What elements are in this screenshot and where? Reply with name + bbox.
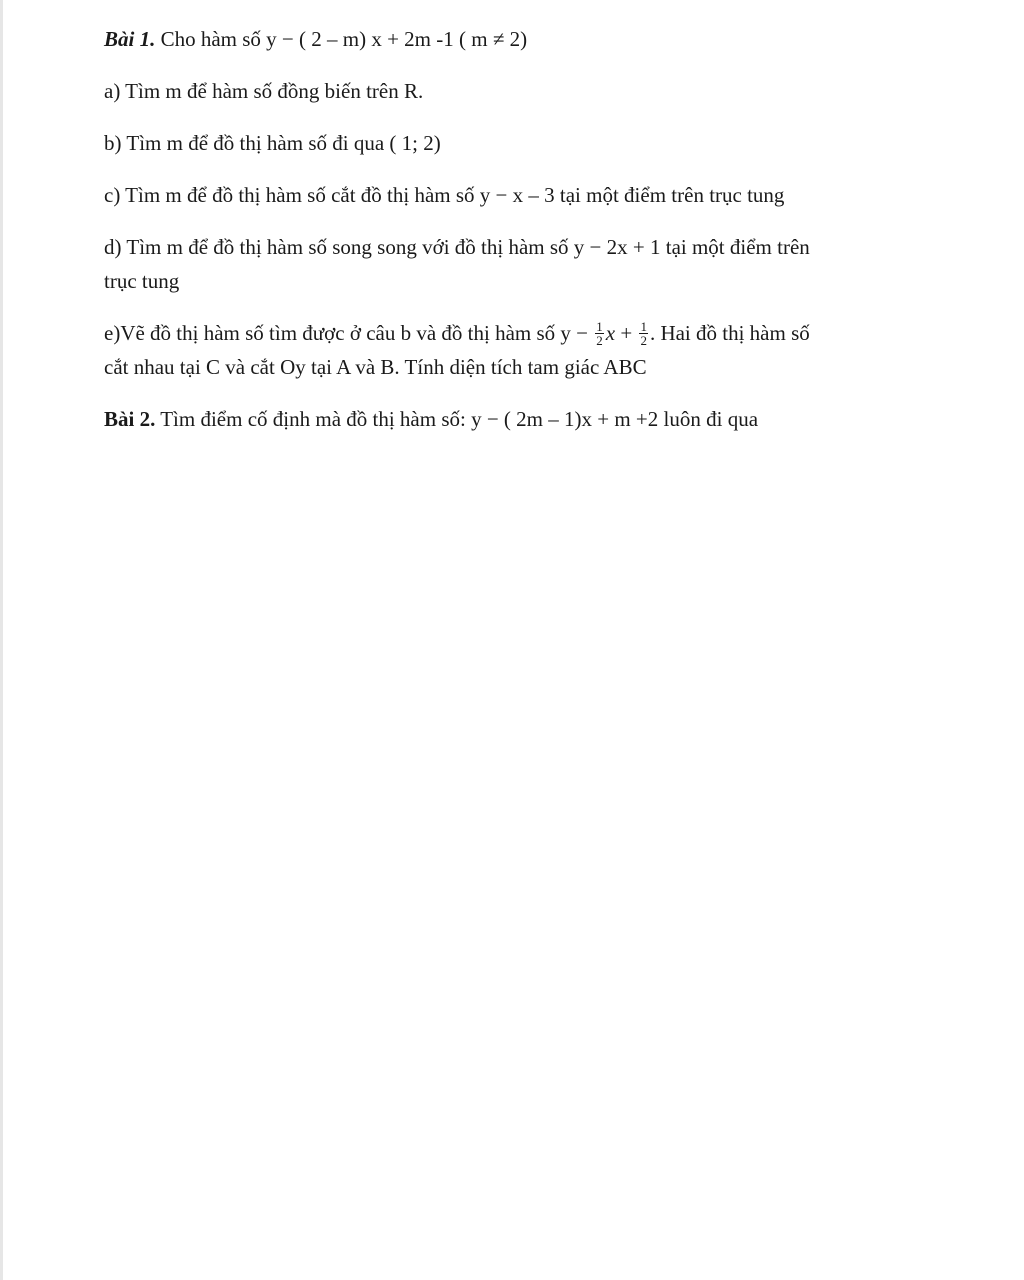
bai1-heading xyxy=(104,22,974,56)
bai1-part-d-line1: d) Tìm m để đồ thị hàm số song song với đồ thị hàm số y − 2x + 1 tại một điểm trên xyxy=(104,235,810,259)
bai1-part-d-line2: trục tung xyxy=(104,269,180,293)
plus-sign: + xyxy=(615,321,638,345)
bai1-part-c: c) Tìm m để đồ thị hàm số cắt đồ thị hàm số y − x – 3 tại một điểm trên trục tung xyxy=(104,183,785,207)
bai1-intro: Cho hàm số y − ( 2 – m) x + 2m -1 ( m ≠ 2) xyxy=(155,27,528,51)
bai1-part-a: a) Tìm m để hàm số đồng biến trên R. xyxy=(104,79,424,103)
bai2-text: Tìm điểm cố định mà đồ thị hàm số: y − ( 2m – 1)x + m +2 luôn đi qua xyxy=(155,407,759,431)
bai2-label: Bài 2. xyxy=(104,407,156,431)
bai1-part-e xyxy=(104,316,974,384)
bai1-part-e-line2: cắt nhau tại C và cắt Oy tại A và B. Tính diện tích tam giác ABC xyxy=(104,355,647,379)
document-content xyxy=(104,22,974,454)
bai1-label: Bài 1. xyxy=(104,27,156,51)
bai1-part-d xyxy=(104,230,974,298)
bai1-part-e-text2: . Hai đồ thị hàm số xyxy=(649,321,810,345)
page-edge xyxy=(0,0,3,1280)
variable-x: x xyxy=(605,321,616,345)
bai1-part-e-line1 xyxy=(104,316,974,350)
bai1-part-e-text1: e)Vẽ đồ thị hàm số tìm được ở câu b và đồ thị hàm số y − xyxy=(104,321,594,345)
fraction-one-half-b: $\frac{1}{2}$ xyxy=(640,318,647,348)
bai2-heading xyxy=(104,402,974,436)
bai1-part-b: b) Tìm m để đồ thị hàm số đi qua ( 1; 2) xyxy=(104,131,441,155)
fraction-one-half-a: $\frac{1}{2}$ xyxy=(596,318,603,348)
